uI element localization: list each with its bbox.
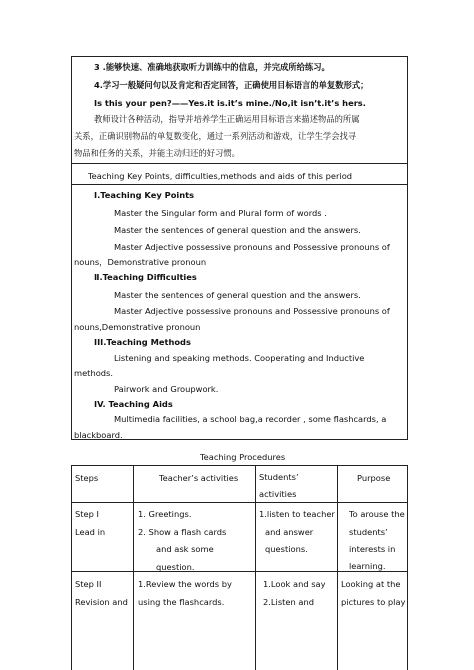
key-point-line-3: Master Adjective possessive pronouns and Possessive pronouns of bbox=[114, 242, 390, 252]
row1-purpose-1: To arouse the bbox=[349, 509, 405, 519]
row1-teacher-2: 2. Show a flash cards bbox=[138, 527, 227, 537]
row2-purpose-1: Looking at the bbox=[341, 579, 401, 589]
design-line-3: 物品和任务的关系，并能主动归还的好习惯。 bbox=[74, 148, 240, 158]
method-line-1: Listening and speaking methods. Cooperating and Inductive bbox=[114, 353, 365, 363]
row2-step-1: Step II bbox=[75, 579, 102, 589]
col-divider-3 bbox=[337, 465, 338, 670]
difficulties-title: Ⅱ.Teaching Difficulties bbox=[94, 272, 197, 282]
methods-title: III.Teaching Methods bbox=[94, 337, 191, 347]
row-divider-1 bbox=[71, 502, 408, 503]
aids-line-1: Multimedia facilities, a school bag,a recorder , some flashcards, a bbox=[114, 414, 387, 424]
design-line-2: 关系，正确识别物品的单复数变化，通过一系列活动和游戏，让学生学会找寻 bbox=[74, 131, 357, 141]
row1-students-2: and answer bbox=[265, 527, 314, 537]
header-students-activities-1: Students’ bbox=[259, 472, 299, 482]
table-top-border bbox=[71, 465, 408, 466]
table-right-border bbox=[407, 465, 408, 670]
method-line-3: Pairwork and Groupwork. bbox=[114, 384, 219, 394]
design-line-1: 教师设计各种活动，指导并培养学生正确运用目标语言来描述物品的所属 bbox=[94, 114, 360, 124]
difficulty-line-2: Master Adjective possessive pronouns and Possessive pronouns of bbox=[114, 306, 390, 316]
row2-step-2: Revision and bbox=[75, 597, 128, 607]
col-divider-2 bbox=[255, 465, 256, 670]
aids-line-2: blackboard. bbox=[74, 430, 123, 440]
row1-teacher-3: and ask some bbox=[156, 544, 214, 554]
row1-teacher-4: question. bbox=[156, 562, 195, 572]
row1-students-3: questions. bbox=[265, 544, 308, 554]
method-line-2: methods. bbox=[74, 368, 114, 378]
row2-students-1: 1.Look and say bbox=[263, 579, 326, 589]
row1-students-1: 1.listen to teacher bbox=[259, 509, 335, 519]
table-left-border bbox=[71, 465, 72, 670]
key-points-header-divider bbox=[71, 184, 408, 185]
difficulty-line-3: nouns,Demonstrative pronoun bbox=[74, 322, 201, 332]
objective-item-4: 4.学习一般疑问句以及肯定和否定回答，正确使用目标语言的单复数形式； bbox=[94, 80, 369, 90]
row-divider-2 bbox=[71, 571, 408, 572]
header-steps: Steps bbox=[75, 473, 99, 483]
objective-sentence: Is this your pen?——Yes.it is.it’s mine./No,it isn’t.it’s hers. bbox=[94, 98, 366, 108]
row2-teacher-1: 1.Review the words by bbox=[138, 579, 232, 589]
row1-purpose-4: learning. bbox=[349, 561, 386, 571]
row1-purpose-2: students’ bbox=[349, 527, 388, 537]
row2-students-2: 2.Listen and bbox=[263, 597, 315, 607]
aids-title: IV. Teaching Aids bbox=[94, 399, 173, 409]
key-points-header: Teaching Key Points, difficulties,methods and aids of this period bbox=[88, 171, 353, 181]
procedures-title: Teaching Procedures bbox=[200, 452, 286, 462]
procedures-table bbox=[71, 465, 408, 670]
row2-purpose-2: pictures to play bbox=[341, 597, 406, 607]
key-point-line-1: Master the Singular form and Plural form of words . bbox=[114, 208, 327, 218]
header-teacher-activities: Teacher’s activities bbox=[159, 473, 239, 483]
header-students-activities-2: activities bbox=[259, 489, 297, 499]
col-divider-1 bbox=[133, 465, 134, 670]
objective-item-3: 3 .能够快速、准确地获取听力训练中的信息，并完成所给练习。 bbox=[94, 62, 330, 72]
key-points-title: Ⅰ.Teaching Key Points bbox=[94, 190, 195, 200]
objectives-block bbox=[71, 56, 408, 163]
row1-step-1: Step I bbox=[75, 509, 99, 519]
row1-teacher-1: 1. Greetings. bbox=[138, 509, 192, 519]
header-purpose: Purpose bbox=[357, 473, 391, 483]
difficulty-line-1: Master the sentences of general question and the answers. bbox=[114, 290, 361, 300]
row1-step-2: Lead in bbox=[75, 527, 106, 537]
row1-purpose-3: interests in bbox=[349, 544, 396, 554]
row2-teacher-2: using the flashcards. bbox=[138, 597, 225, 607]
key-point-line-4: nouns，Demonstrative pronoun bbox=[74, 257, 207, 267]
key-point-line-2: Master the sentences of general question and the answers. bbox=[114, 225, 361, 235]
